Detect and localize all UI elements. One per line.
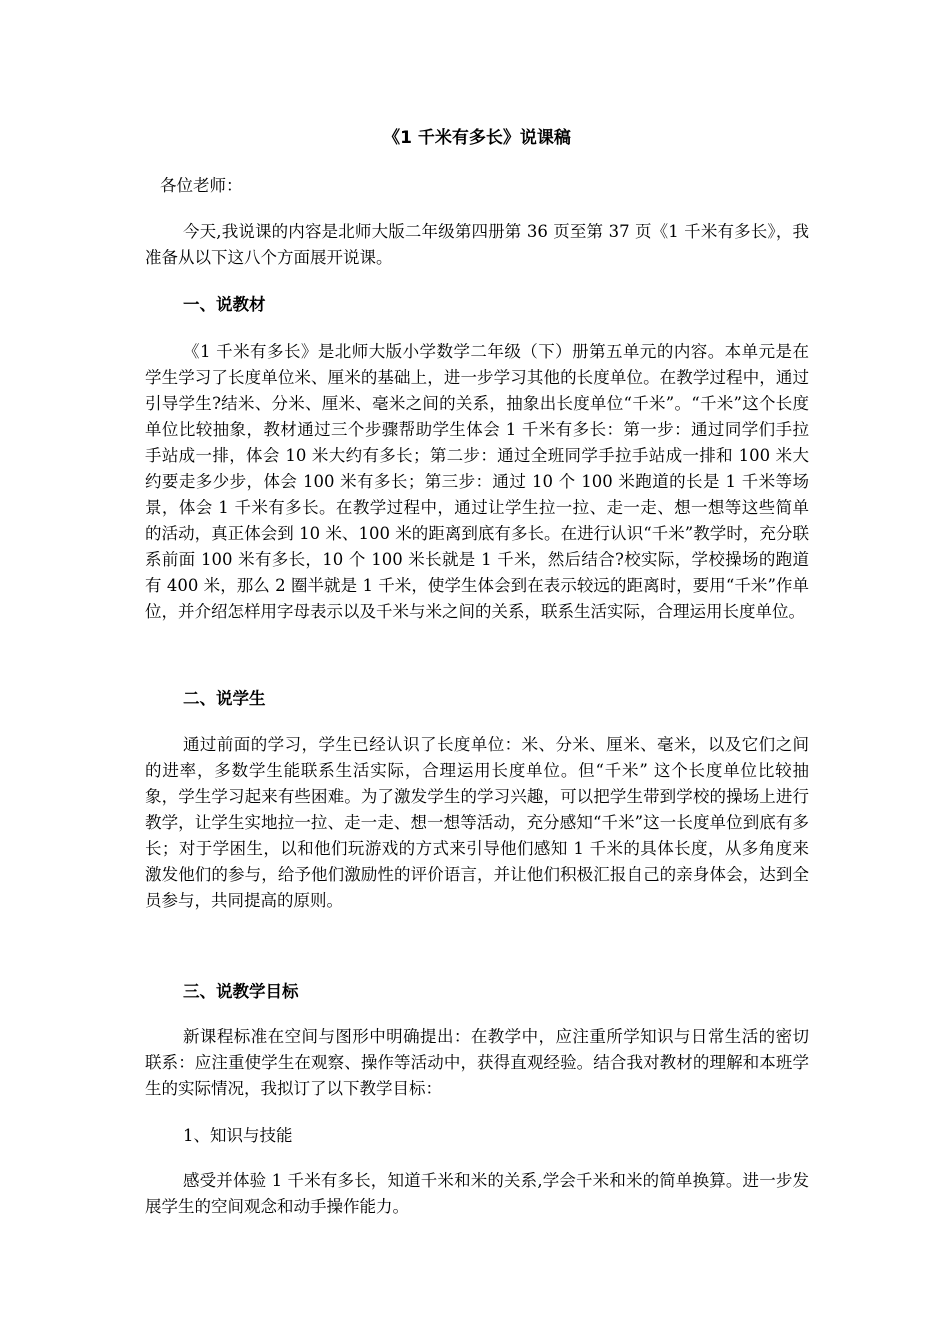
paragraph-teaching-material: 《1 千米有多长》是北师大版小学数学二年级（下）册第五单元的内容。本单元是在学生学习了长度单位米、厘米的基础上，进一步学习其他的长度单位。在教学过程中，通过引导学生?结米、分米、厘米、毫米之间的关系，抽象出长度单位“千米”。“千米”这个长度单位比较抽象，教材通过三个步骤帮助学生体会 1 千米有多长：第一步：通过同学们手拉手站成一排，体会 10 米大约有多长；第二步：通过全班同学手拉手站成一排和 100 米大约要走多少步，体会 100 米有多长；第三步：通过 10 个 100 米跑道的长是 1 千米等场景，体会 1 千米有多长。在教学过程中，通过让学生拉一拉、走一走、想一想等这些简单的活动，真正体会到 10 米、100 米的距离到底有多长。在进行认识“千米”教学时，充分联系前面 100 米有多长，10 个 100 米长就是 1 千米，然后结合?校实际，学校操场的跑道有 400 米，那么 2 圈半就是 1 千米，使学生体会到在表示较远的距离时，要用“千米”作单位，并介绍怎样用字母表示以及千米与米之间的关系，联系生活实际，合理运用长度单位。 <box>145 342 809 621</box>
section-heading-students: 二、说学生 <box>183 689 266 708</box>
subheading-knowledge-skills: 1、知识与技能 <box>183 1126 293 1145</box>
section-heading-teaching-material: 一、说教材 <box>183 295 266 314</box>
document-title: 《1 千米有多长》说课稿 <box>383 128 571 148</box>
section-heading-teaching-goals: 三、说教学目标 <box>183 982 299 1001</box>
paragraph-students: 通过前面的学习，学生已经认识了长度单位：米、分米、厘米、毫米，以及它们之间的进率，多数学生能联系生活实际，合理运用长度单位。但“千米” 这个长度单位比较抽象，学生学习起来有些困难。为了激发学生的学习兴趣，可以把学生带到学校的操场上进行教学，让学生实地拉一拉、走一走、想一想等活动，充分感知“千米”这一长度单位到底有多长；对于学困生，以和他们玩游戏的方式来引导他们感知 1 千米的具体长度，从多角度来激发他们的参与，给予他们激励性的评价语言，并让他们积极汇报自己的亲身体会，达到全员参与，共同提高的原则。 <box>145 735 809 910</box>
paragraph-teaching-goals: 新课程标准在空间与图形中明确提出：在教学中，应注重所学知识与日常生活的密切联系：应注重使学生在观察、操作等活动中，获得直观经验。结合我对教材的理解和本班学生的实际情况，我拟订了以下教学目标： <box>145 1027 809 1098</box>
intro-paragraph: 今天,我说课的内容是北师大版二年级第四册第 36 页至第 37 页《1 千米有多长》，我准备从以下这八个方面展开说课。 <box>145 222 809 267</box>
salutation: 各位老师： <box>160 176 243 195</box>
paragraph-knowledge-skills: 感受并体验 1 千米有多长，知道千米和米的关系,学会千米和米的简单换算。进一步发展学生的空间观念和动手操作能力。 <box>145 1171 809 1216</box>
